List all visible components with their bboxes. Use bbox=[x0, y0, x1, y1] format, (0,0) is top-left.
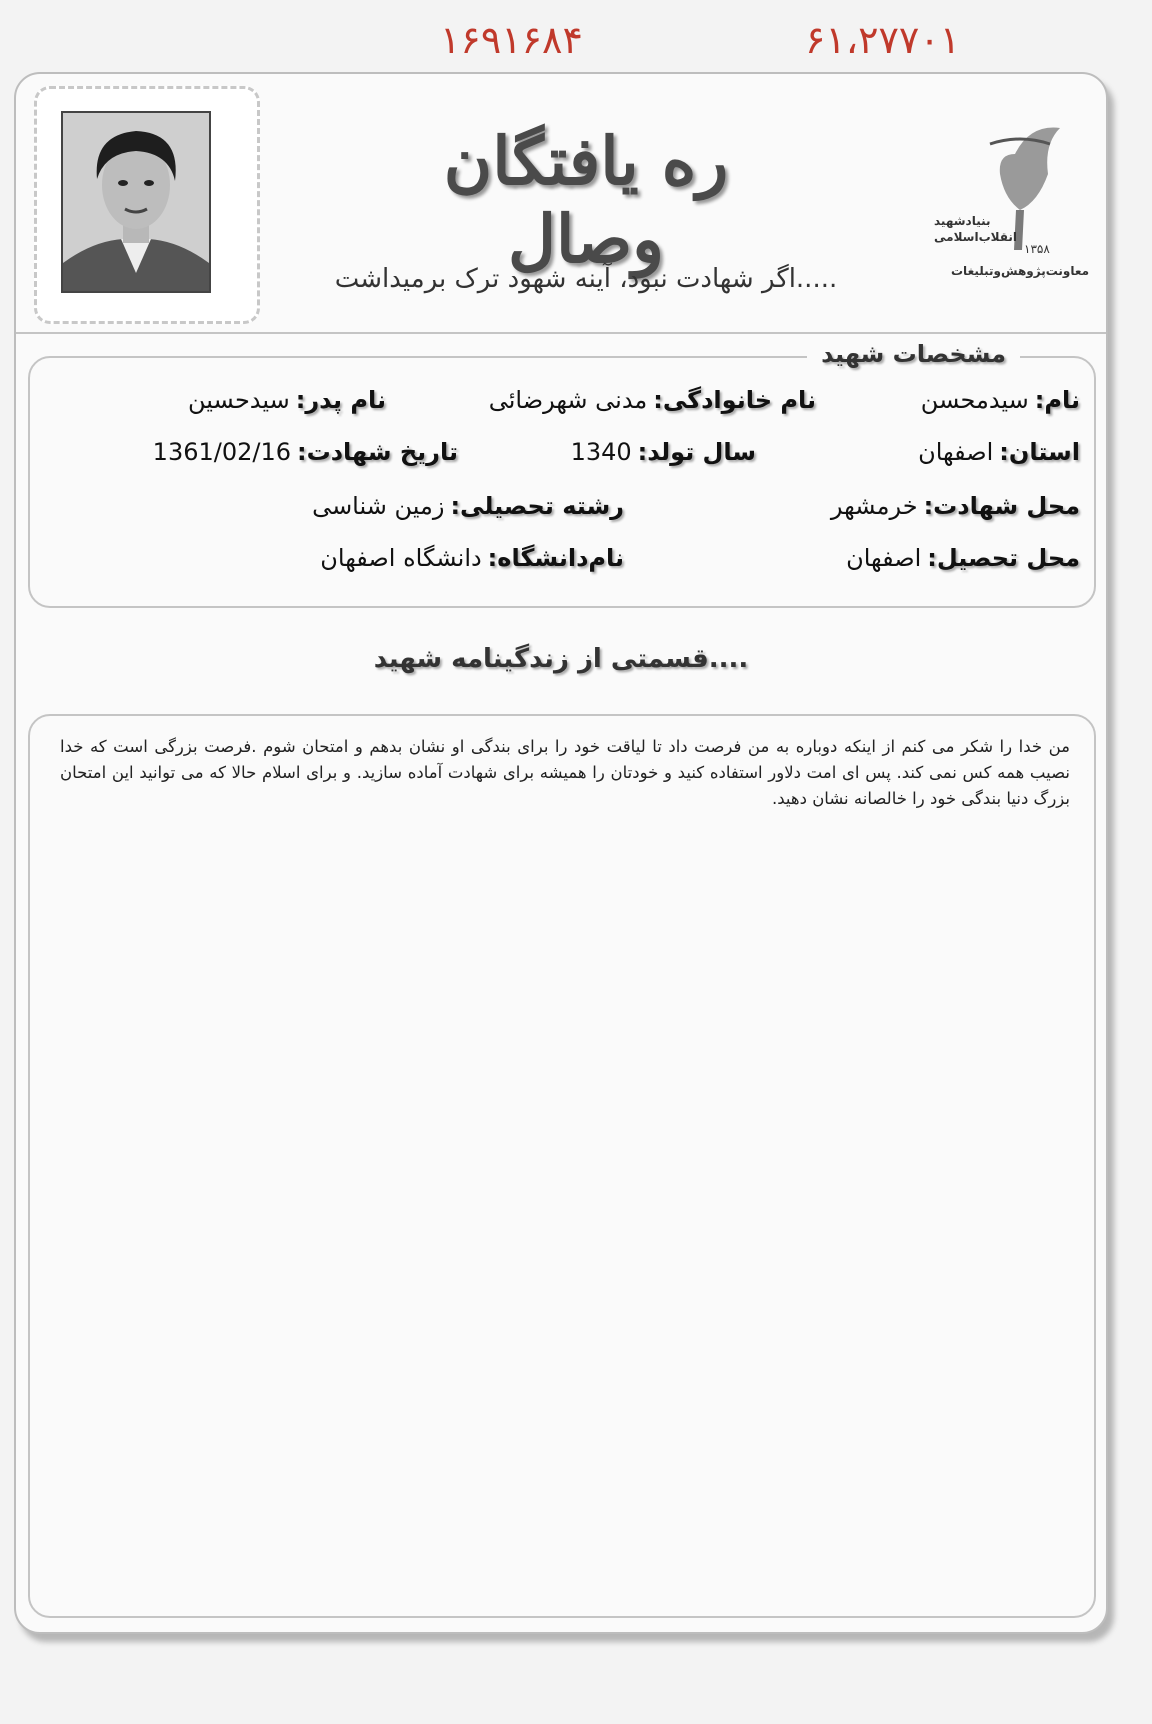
family-name-value: مدنی شهرضائی bbox=[488, 386, 648, 414]
page-motto: اگر شهادت نبود، آینه شهود ترک برمیداشت..... bbox=[334, 264, 838, 294]
field-study-field bbox=[312, 492, 624, 520]
handwritten-number-left: ۱۶۹۱۶۸۴ bbox=[440, 18, 583, 62]
university-label: نام‌دانشگاه: bbox=[487, 544, 624, 572]
handwritten-number-right: ۶۱،۲۷۷۰۱ bbox=[805, 18, 961, 62]
university-value: دانشگاه اصفهان bbox=[320, 544, 482, 572]
study-field-label: رشته تحصیلی: bbox=[450, 492, 624, 520]
biography-heading: قسمتی از زندگینامه شهید.... bbox=[373, 644, 749, 674]
page-title: ره یافتگان وصال bbox=[443, 122, 729, 278]
family-name-label: نام خانوادگی: bbox=[653, 386, 816, 414]
field-father-name bbox=[188, 386, 386, 414]
field-family-name bbox=[489, 386, 816, 414]
details-section-title: مشخصات شهید bbox=[807, 340, 1020, 368]
photo-frame bbox=[34, 86, 260, 324]
martyrdom-date-value: 1361/02/16 bbox=[152, 438, 291, 466]
study-place-label: محل تحصیل: bbox=[927, 544, 1080, 572]
field-martyrdom-place bbox=[831, 492, 1080, 520]
martyr-details-section bbox=[28, 340, 1096, 608]
logo-line-2: انقلاب‌اسلامی bbox=[934, 230, 1018, 244]
first-name-value: سیدمحسن bbox=[920, 386, 1029, 414]
father-name-label: نام پدر: bbox=[295, 386, 386, 414]
birth-year-label: سال تولد: bbox=[637, 438, 756, 466]
field-province bbox=[918, 438, 1080, 466]
biography-box bbox=[28, 714, 1096, 1618]
portrait-photo bbox=[61, 111, 211, 293]
first-name-label: نام: bbox=[1034, 386, 1080, 414]
field-first-name bbox=[921, 386, 1080, 414]
study-field-value: زمین شناسی bbox=[312, 492, 445, 520]
province-value: اصفهان bbox=[918, 438, 994, 466]
study-place-value: اصفهان bbox=[846, 544, 922, 572]
martyrdom-place-value: خرمشهر bbox=[830, 492, 918, 520]
portrait-illustration bbox=[63, 113, 209, 291]
biography-text: من خدا را شکر می کنم از اینکه دوباره به من فرصت داد تا لیاقت خود را برای بندگی او نشان بدهم و امتحان شوم .فرصت بزرگی است که خدا نصیب همه کس نمی کند. پس ای امت دلاور استفاده کنید و خودتان را همیشه برای شهادت آماده سازید. و برای اسلام حالا که می توانید این امتحان بزرگ دنیا بندگی خود را خالصانه نشان دهید. bbox=[60, 737, 1070, 808]
birth-year-value: 1340 bbox=[570, 438, 632, 466]
martyrdom-place-label: محل شهادت: bbox=[923, 492, 1080, 520]
province-label: استان: bbox=[999, 438, 1080, 466]
field-martyrdom-date bbox=[153, 438, 458, 466]
logo-year: ۱۳۵۸ bbox=[1024, 242, 1050, 256]
field-study-place bbox=[846, 544, 1080, 572]
profile-page bbox=[14, 72, 1108, 1634]
logo-department: معاونت‌پژوهش‌وتبلیغات bbox=[951, 264, 1090, 278]
martyrdom-date-label: تاریخ شهادت: bbox=[297, 438, 458, 466]
logo-line-1: بنیادشهید bbox=[934, 214, 991, 228]
field-university bbox=[320, 544, 624, 572]
field-birth-year bbox=[571, 438, 756, 466]
page-header bbox=[16, 74, 1106, 334]
father-name-value: سیدحسین bbox=[188, 386, 290, 414]
